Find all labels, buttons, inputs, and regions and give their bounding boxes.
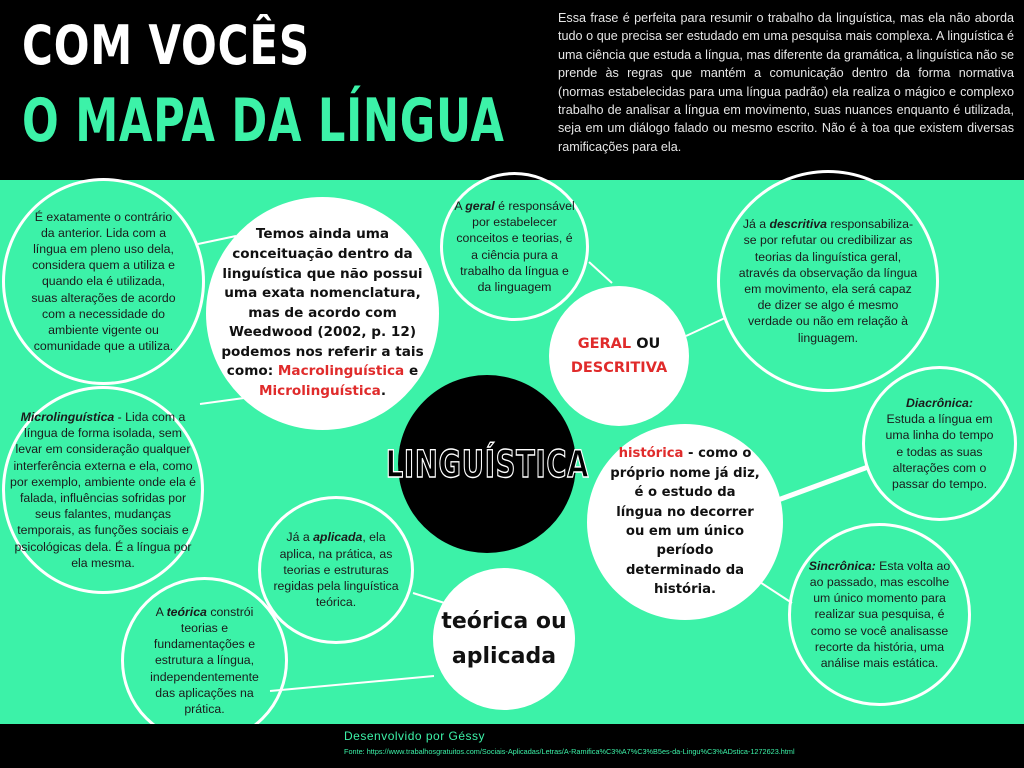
linguistica-center-circle: [385, 375, 589, 553]
teorica-ou-line: teórica ou: [441, 609, 567, 634]
geral-description-term: geral: [465, 198, 495, 213]
diacronica-term: Diacrônica:: [906, 395, 973, 410]
teorica-ou-aplicada-text: [441, 604, 566, 674]
aplicada-description-pre: Já a: [286, 530, 310, 545]
aplicada-description-text: [272, 529, 400, 610]
sincronica-body: Esta volta ao ao passado, mas escolhe um único momento para realizar sua pesquisa, é como se você analisasse recorte da história, uma análise mais estática.: [809, 558, 951, 670]
diacronica-circle: [862, 366, 1017, 521]
geral-description-circle: [440, 172, 589, 321]
footer-bar: [0, 724, 1024, 768]
linguistica-label: LINGUÍSTICA: [385, 442, 589, 486]
descritiva-description-term: descritiva: [769, 217, 827, 232]
teorica-ou-aplicada-circle: [433, 568, 575, 710]
sincronica-circle: [788, 523, 971, 706]
geral-description-pre: A: [454, 198, 462, 213]
title-line-2: O MAPA DA LÍNGUA: [22, 86, 505, 156]
aplicada-line: aplicada: [451, 644, 557, 669]
footer-credit: Desenvolvido por Géssy: [344, 729, 486, 743]
micro-description-body: - Lida com a língua de forma isolada, sem levar em consideração qualquer interferência externa e ela, como por exemplo, ambiente onde ela é falada, influências sofridas por seus falantes, mudanças temporais, as funções sociais e psicológicas dela. É a língua por ela mesma.: [10, 409, 196, 570]
weedwood-circle: [206, 197, 439, 430]
weedwood-and: e: [408, 363, 419, 380]
descritiva-description-body: responsabiliza-se por refutar ou credibilizar as teorias da linguística geral, através da observação da língua em movimento, ela será capaz de dizer se algo é mesmo verdade ou não em relação à linguagem.: [738, 217, 918, 345]
macro-description-text: É exatamente o contrário da anterior. Lida com a língua em pleno uso dela, considera quem a utiliza e quando ela é utilizada, suas alterações de acordo com a necessidade do ambiente vigente ou comunidade que a utiliza.: [31, 209, 176, 354]
micro-description-text: [10, 409, 196, 571]
diacronica-text: [881, 395, 999, 492]
macro-description-circle: [2, 178, 205, 385]
weedwood-text: [212, 225, 434, 401]
sincronica-term: Sincrônica:: [808, 558, 876, 573]
macrolinguistica-term: Macrolinguística: [277, 363, 405, 380]
descritiva-description-text: [737, 216, 919, 346]
historica-text: [610, 444, 760, 599]
teorica-description-term: teórica: [166, 604, 207, 619]
weedwood-end: .: [380, 383, 386, 400]
teorica-description-pre: A: [155, 604, 164, 619]
aplicada-description-body: , ela aplica, na prática, as teorias e estruturas regidas pela linguística teórica.: [273, 530, 399, 610]
line-descritiva-center: [686, 318, 725, 336]
intro-paragraph: Essa frase é perfeita para resumir o trabalho da linguística, mas ela não aborda tudo o que precisa ser estudado em uma pesquisa mais complexa. A linguística é uma ciência que estuda a língua, mas diferente da gramática, a linguística não se prende às regras que mantém a comunicação dentro da forma normativa (normas estabelecidas para uma língua padrão) ela realiza o mágico e complexo trabalho de analisar a língua em movimento, suas nuances enquanto é utilizada, seja em um diálogo falado ou mesmo escrito. Não é à toa que existem diversas ramificações para ela.: [558, 11, 1014, 154]
ou-label: OU: [636, 336, 661, 352]
title-line-1: COM VOCÊS: [22, 14, 311, 77]
micro-description-circle: [2, 386, 204, 594]
historica-circle: [587, 424, 783, 620]
historica-body: - como o próprio nome já diz, é o estudo da língua no decorrer ou em um único período determinado da história.: [610, 446, 760, 598]
geral-ou-descritiva-text: [571, 332, 667, 380]
micro-description-term: Microlinguística: [20, 409, 115, 424]
aplicada-description-term: aplicada: [313, 530, 363, 545]
historica-term: histórica: [618, 446, 684, 462]
descritiva-description-pre: Já a: [742, 217, 767, 232]
teorica-description-body: constrói teorias e fundamentações e estrutura a língua, independentemente das aplicações na prática.: [150, 604, 259, 716]
line-teorica-teorica: [270, 676, 434, 691]
microlinguistica-term: Microlinguística: [258, 383, 381, 400]
teorica-description-text: [148, 604, 262, 717]
aplicada-description-circle: [258, 496, 414, 644]
geral-description-body: é responsável por estabelecer conceitos e teorias, é a ciência pura a trabalho da língua e da linguagem: [456, 198, 575, 294]
geral-ou-descritiva-circle: [549, 286, 689, 426]
sincronica-text: [805, 558, 955, 671]
descritiva-label: DESCRITIVA: [570, 360, 668, 376]
footer-source-link[interactable]: Fonte: https://www.trabalhosgratuitos.com/Sociais-Aplicadas/Letras/A-Ramifica%C3%A7%C3%B5es-da-Lingu%C3%ADstica-1272623.html: [344, 747, 795, 756]
weedwood-body: Temos ainda uma conceituação dentro da linguística que não possui uma exata nomenclatura, mas de acordo com Weedwood (2002, p. 12) podemos nos referir a tais como:: [221, 226, 424, 380]
line-historica-diacronica: [778, 467, 868, 500]
geral-label: GERAL: [577, 336, 632, 352]
descritiva-description-circle: [717, 170, 939, 392]
geral-description-text: [454, 198, 576, 295]
teorica-description-circle: [121, 577, 288, 744]
line-geral-center: [589, 262, 612, 283]
diacronica-body: Estuda a língua em uma linha do tempo e todas as suas alterações com o passar do tempo.: [885, 412, 994, 491]
